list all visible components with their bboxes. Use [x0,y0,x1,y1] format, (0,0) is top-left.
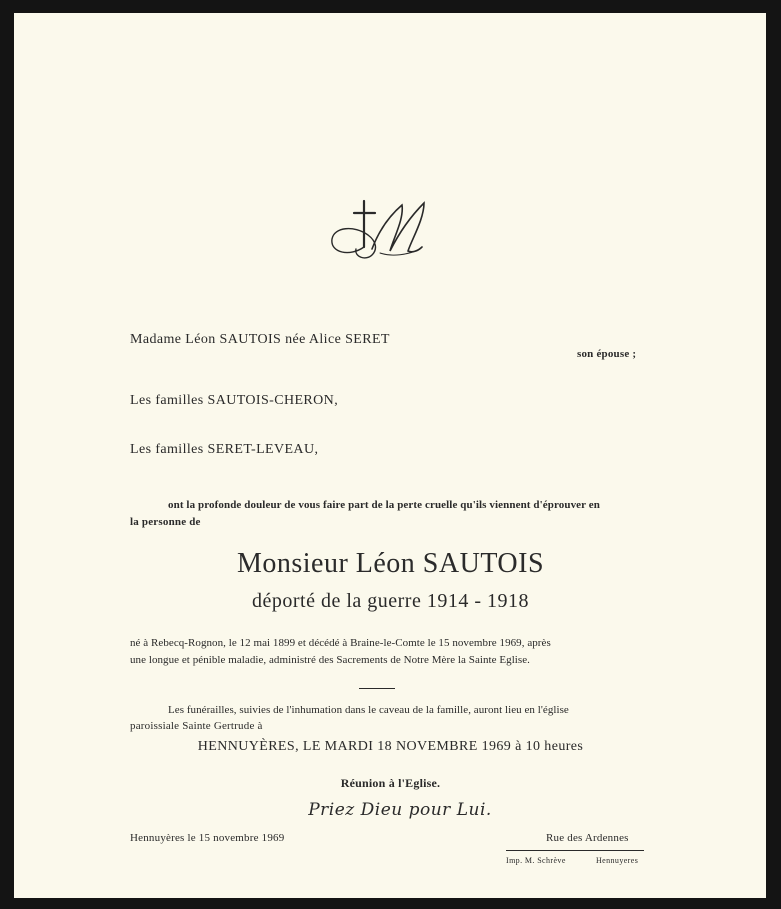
separator-rule [359,688,395,689]
mourning-card [14,13,766,898]
footer-rule [506,850,644,851]
address: Rue des Ardennes [546,832,629,844]
reunion-note: Réunion à l'Eglise. [340,776,441,790]
announcement-line-1: ont la profonde douleur de vous faire part de la perte cruelle qu'ils viennent d'éprouver en [168,499,600,511]
details-line-1: né à Rebecq-Rognon, le 12 mai 1899 et décédé à Braine-le-Comte le 15 novembre 1969, après [130,637,551,649]
place-date: Hennuyères le 15 novembre 1969 [130,832,285,844]
funeral-line-2: paroissiale Sainte Gertrude à [130,720,263,732]
deceased-title: déporté de la guerre 1914 - 1918 [251,590,529,612]
details-line-2: une longue et pénible maladie, administré des Sacrements de Notre Mère la Sainte Eglise. [130,654,530,666]
family-line-1: Les familles SAUTOIS-CHERON, [130,393,339,408]
funeral-line-1: Les funérailles, suivies de l'inhumation dans le caveau de la famille, auront lieu en l'église [168,704,569,716]
cross-monogram-emblem [320,195,440,265]
printer-name: Imp. M. Schrève [506,856,566,865]
prayer-line: Priez Dieu pour Lui. [308,800,492,820]
announcement-line-2: la personne de [130,516,201,528]
funeral-date-line: HENNUYÈRES, LE MARDI 18 NOVEMBRE 1969 à 10 heures [197,739,584,754]
deceased-name: Monsieur Léon SAUTOIS [236,548,545,579]
spouse-line: Madame Léon SAUTOIS née Alice SERET [130,332,390,347]
spouse-relation: son épouse ; [577,348,637,360]
family-line-2: Les familles SERET-LEVEAU, [130,442,319,457]
printer-place: Hennuyeres [596,856,639,865]
